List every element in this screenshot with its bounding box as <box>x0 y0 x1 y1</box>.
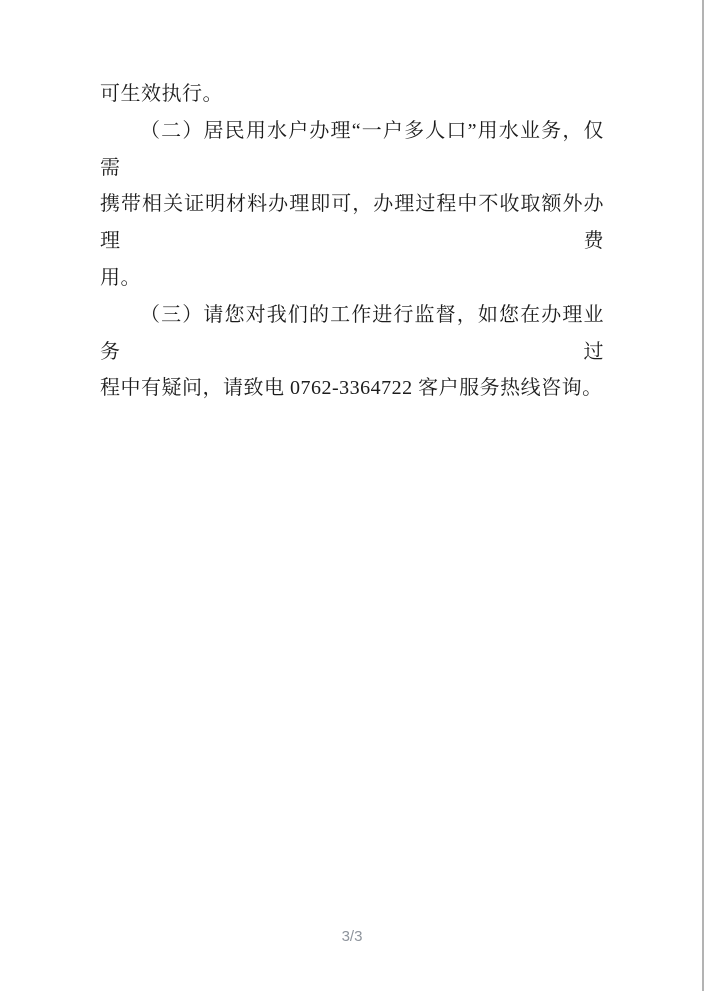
document-body <box>100 76 604 407</box>
paragraph-continuation <box>100 76 604 113</box>
text-line: 可生效执行。 <box>100 83 223 105</box>
text-line: （二）居民用水户办理“一户多人口”用水业务，仅需 <box>100 119 604 179</box>
paragraph-item-2 <box>100 113 604 297</box>
text-line: 程中有疑问，请致电 0762-3364722 客户服务热线咨询。 <box>100 377 603 400</box>
text-line: 携带相关证明材料办理即可，办理过程中不收取额外办理费 <box>100 193 604 253</box>
text-line: 用。 <box>100 266 141 289</box>
paragraph-item-3 <box>100 297 604 407</box>
text-line: （三）请您对我们的工作进行监督，如您在办理业务过 <box>100 303 604 363</box>
page-number: 3/3 <box>341 928 363 945</box>
